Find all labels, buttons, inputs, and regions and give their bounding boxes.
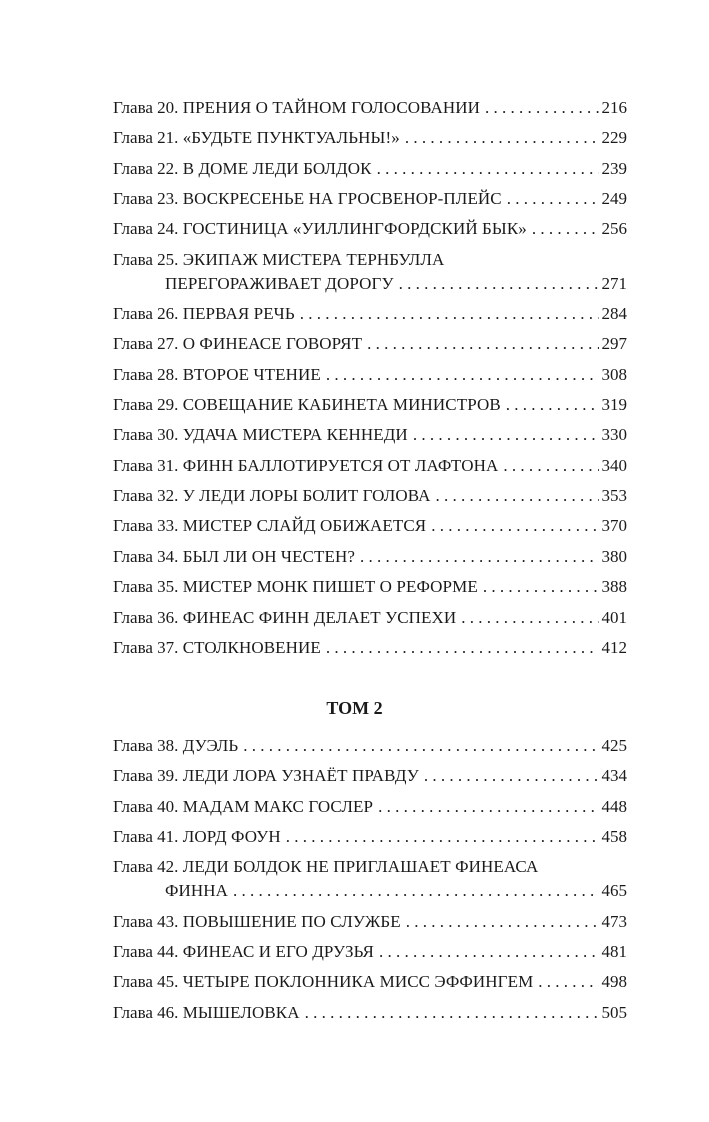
- page-number: 425: [601, 736, 627, 755]
- toc-entry-line: [113, 606, 627, 630]
- dot-leader: [431, 514, 598, 538]
- toc-entry: [113, 363, 627, 387]
- toc-entry-line: [113, 248, 627, 272]
- dot-leader: [405, 126, 599, 150]
- chapter-number: Глава 25.: [113, 249, 179, 269]
- dot-leader: [378, 795, 598, 819]
- page-number: 465: [601, 881, 627, 901]
- page-number: 473: [601, 911, 627, 931]
- page-number: 319: [601, 395, 627, 415]
- toc-entry: [113, 332, 627, 356]
- dot-leader: [326, 636, 599, 660]
- toc-entry-line: [113, 272, 627, 296]
- dot-leader: [461, 606, 598, 630]
- chapter-title: У ЛЕДИ ЛОРЫ БОЛИТ ГОЛОВА: [182, 486, 431, 506]
- chapter-number: Глава 41.: [113, 827, 179, 847]
- toc-entry: [113, 484, 627, 508]
- chapter-title: ПЕРВАЯ РЕЧЬ: [182, 304, 295, 324]
- chapter-number: Глава 26.: [113, 304, 179, 324]
- toc-entry: [113, 393, 627, 417]
- page-number: 330: [601, 425, 627, 445]
- toc-entry: [113, 734, 627, 758]
- chapter-title: ФИНЕАС И ЕГО ДРУЗЬЯ: [182, 942, 374, 962]
- chapter-number: Глава 22.: [113, 158, 179, 178]
- toc-entry: [113, 96, 627, 120]
- toc-entry: [113, 970, 627, 994]
- toc-volume-1: [113, 96, 627, 666]
- toc-entry: [113, 1001, 627, 1025]
- toc-entry-line: [113, 1001, 627, 1025]
- volume-2-heading: ТОМ 2: [326, 698, 383, 718]
- page-number: 353: [601, 486, 627, 506]
- dot-leader: [424, 764, 599, 788]
- chapter-number: Глава 35.: [113, 577, 179, 597]
- toc-entry-line: [113, 855, 627, 879]
- toc-entry-line: [113, 734, 627, 758]
- dot-leader: [243, 734, 598, 758]
- toc-entry: [113, 423, 627, 447]
- page-number: 388: [601, 577, 627, 597]
- chapter-number: Глава 23.: [113, 189, 179, 209]
- page-number: 481: [601, 942, 627, 962]
- dot-leader: [305, 1001, 599, 1025]
- toc-entry-line: [113, 879, 627, 903]
- chapter-number: Глава 24.: [113, 219, 179, 239]
- chapter-title: МЫШЕЛОВКА: [182, 1002, 300, 1022]
- toc-entry: [113, 910, 627, 934]
- toc-entry-line: [113, 454, 627, 478]
- chapter-title: СОВЕЩАНИЕ КАБИНЕТА МИНИСТРОВ: [182, 395, 501, 415]
- toc-entry-line: [113, 363, 627, 387]
- toc-entry: [113, 575, 627, 599]
- toc-entry-line: [113, 423, 627, 447]
- dot-leader: [507, 187, 599, 211]
- page-number: 498: [601, 972, 627, 992]
- page-number: 380: [601, 546, 627, 566]
- page-number: 216: [601, 98, 627, 117]
- chapter-title: ЧЕТЫРЕ ПОКЛОННИКА МИСС ЭФФИНГЕМ: [182, 972, 534, 992]
- toc-entry-line: [113, 514, 627, 538]
- dot-leader: [360, 545, 599, 569]
- dot-leader: [538, 970, 598, 994]
- toc-entry-line: [113, 764, 627, 788]
- chapter-number: Глава 42.: [113, 857, 179, 877]
- dot-leader: [532, 217, 599, 241]
- page-number: 401: [601, 607, 627, 627]
- page-number: 284: [601, 304, 627, 324]
- toc-entry: [113, 187, 627, 211]
- chapter-number: Глава 39.: [113, 766, 179, 786]
- chapter-number: Глава 43.: [113, 911, 179, 931]
- page-number: 340: [601, 455, 627, 475]
- chapter-title: ПРЕНИЯ О ТАЙНОМ ГОЛОСОВАНИИ: [182, 98, 481, 117]
- dot-leader: [413, 423, 599, 447]
- chapter-title: СТОЛКНОВЕНИЕ: [182, 637, 321, 657]
- chapter-number: Глава 30.: [113, 425, 179, 445]
- toc-entry: [113, 940, 627, 964]
- chapter-title: ВОСКРЕСЕНЬЕ НА ГРОСВЕНОР-ПЛЕЙС: [182, 189, 502, 209]
- toc-entry-line: [113, 302, 627, 326]
- dot-leader: [506, 393, 599, 417]
- chapter-number: Глава 20.: [113, 98, 179, 117]
- chapter-title: ЛЕДИ БОЛДОК НЕ ПРИГЛАШАЕТ ФИНЕАСА: [182, 857, 539, 877]
- toc-entry: [113, 795, 627, 819]
- chapter-number: Глава 40.: [113, 796, 179, 816]
- toc-entry-line: [113, 96, 627, 120]
- toc-entry: [113, 636, 627, 660]
- chapter-title: ВТОРОЕ ЧТЕНИЕ: [182, 364, 321, 384]
- chapter-title: ГОСТИНИЦА «УИЛЛИНГФОРДСКИЙ БЫК»: [182, 219, 527, 239]
- dot-leader: [326, 363, 599, 387]
- dot-leader: [406, 910, 599, 934]
- chapter-title: МАДАМ МАКС ГОСЛЕР: [182, 796, 374, 816]
- toc-entry-line: [113, 825, 627, 849]
- chapter-title: МИСТЕР МОНК ПИШЕТ О РЕФОРМЕ: [182, 577, 478, 597]
- toc-entry-line: [113, 217, 627, 241]
- dot-leader: [286, 825, 599, 849]
- page-number: 249: [601, 189, 627, 209]
- toc-entry-line: [113, 157, 627, 181]
- chapter-title: ЛОРД ФОУН: [182, 827, 281, 847]
- chapter-number: Глава 34.: [113, 546, 179, 566]
- chapter-title: ЭКИПАЖ МИСТЕРА ТЕРНБУЛЛА: [182, 249, 445, 269]
- page-number: 297: [601, 334, 627, 354]
- toc-entry-line: [113, 940, 627, 964]
- chapter-number: Глава 44.: [113, 942, 179, 962]
- page-number: 458: [601, 827, 627, 847]
- chapter-number: Глава 21.: [113, 128, 179, 148]
- page-number: 271: [601, 273, 627, 293]
- toc-entry: [113, 248, 627, 296]
- toc-entry: [113, 825, 627, 849]
- toc-entry-line: [113, 484, 627, 508]
- dot-leader: [377, 157, 599, 181]
- toc-entry-line: [113, 970, 627, 994]
- chapter-number: Глава 36.: [113, 607, 179, 627]
- toc-entry-line: [113, 910, 627, 934]
- dot-leader: [485, 96, 598, 120]
- dot-leader: [300, 302, 599, 326]
- dot-leader: [367, 332, 598, 356]
- chapter-title: О ФИНЕАСЕ ГОВОРЯТ: [182, 334, 363, 354]
- chapter-number: Глава 29.: [113, 395, 179, 415]
- dot-leader: [233, 879, 598, 903]
- dot-leader: [435, 484, 598, 508]
- toc-entry-line: [113, 187, 627, 211]
- chapter-number: Глава 46.: [113, 1002, 179, 1022]
- chapter-title-continued: ФИННА: [165, 881, 229, 901]
- page-number: 434: [601, 766, 627, 786]
- page-number: 505: [601, 1002, 627, 1022]
- page-number: 308: [601, 364, 627, 384]
- page-number: 256: [601, 219, 627, 239]
- toc-entry-line: [113, 575, 627, 599]
- chapter-number: Глава 33.: [113, 516, 179, 536]
- dot-leader: [483, 575, 599, 599]
- chapter-title-continued: ПЕРЕГОРАЖИВАЕТ ДОРОГУ: [165, 273, 394, 293]
- page-number: 239: [601, 158, 627, 178]
- toc-entry: [113, 545, 627, 569]
- chapter-number: Глава 31.: [113, 455, 179, 475]
- toc-entry: [113, 217, 627, 241]
- page-number: 448: [601, 796, 627, 816]
- toc-entry: [113, 302, 627, 326]
- toc-entry: [113, 855, 627, 903]
- chapter-title: ПОВЫШЕНИЕ ПО СЛУЖБЕ: [182, 911, 401, 931]
- toc-entry: [113, 454, 627, 478]
- toc-volume-2: [113, 734, 627, 1031]
- chapter-number: Глава 27.: [113, 334, 179, 354]
- page-number: 412: [601, 637, 627, 657]
- toc-entry-line: [113, 636, 627, 660]
- chapter-title: «БУДЬТЕ ПУНКТУАЛЬНЫ!»: [182, 128, 400, 148]
- page-number: 229: [601, 128, 627, 148]
- chapter-title: В ДОМЕ ЛЕДИ БОЛДОК: [182, 158, 372, 178]
- toc-entry-line: [113, 795, 627, 819]
- dot-leader: [503, 454, 598, 478]
- toc-entry: [113, 126, 627, 150]
- toc-entry: [113, 157, 627, 181]
- toc-entry-line: [113, 332, 627, 356]
- dot-leader: [379, 940, 599, 964]
- chapter-number: Глава 37.: [113, 637, 179, 657]
- chapter-title: БЫЛ ЛИ ОН ЧЕСТЕН?: [182, 546, 355, 566]
- toc-entry-line: [113, 126, 627, 150]
- chapter-number: Глава 38.: [113, 736, 179, 755]
- chapter-title: УДАЧА МИСТЕРА КЕННЕДИ: [182, 425, 408, 445]
- dot-leader: [399, 272, 599, 296]
- chapter-number: Глава 45.: [113, 972, 179, 992]
- chapter-number: Глава 28.: [113, 364, 179, 384]
- chapter-title: ДУЭЛЬ: [182, 736, 239, 755]
- chapter-title: ФИНН БАЛЛОТИРУЕТСЯ ОТ ЛАФТОНА: [182, 455, 499, 475]
- toc-entry: [113, 764, 627, 788]
- page-number: 370: [601, 516, 627, 536]
- chapter-title: ЛЕДИ ЛОРА УЗНАЁТ ПРАВДУ: [182, 766, 419, 786]
- chapter-number: Глава 32.: [113, 486, 179, 506]
- toc-entry-line: [113, 545, 627, 569]
- toc-entry-line: [113, 393, 627, 417]
- toc-entry: [113, 514, 627, 538]
- chapter-title: МИСТЕР СЛАЙД ОБИЖАЕТСЯ: [182, 516, 427, 536]
- toc-entry: [113, 606, 627, 630]
- chapter-title: ФИНЕАС ФИНН ДЕЛАЕТ УСПЕХИ: [182, 607, 457, 627]
